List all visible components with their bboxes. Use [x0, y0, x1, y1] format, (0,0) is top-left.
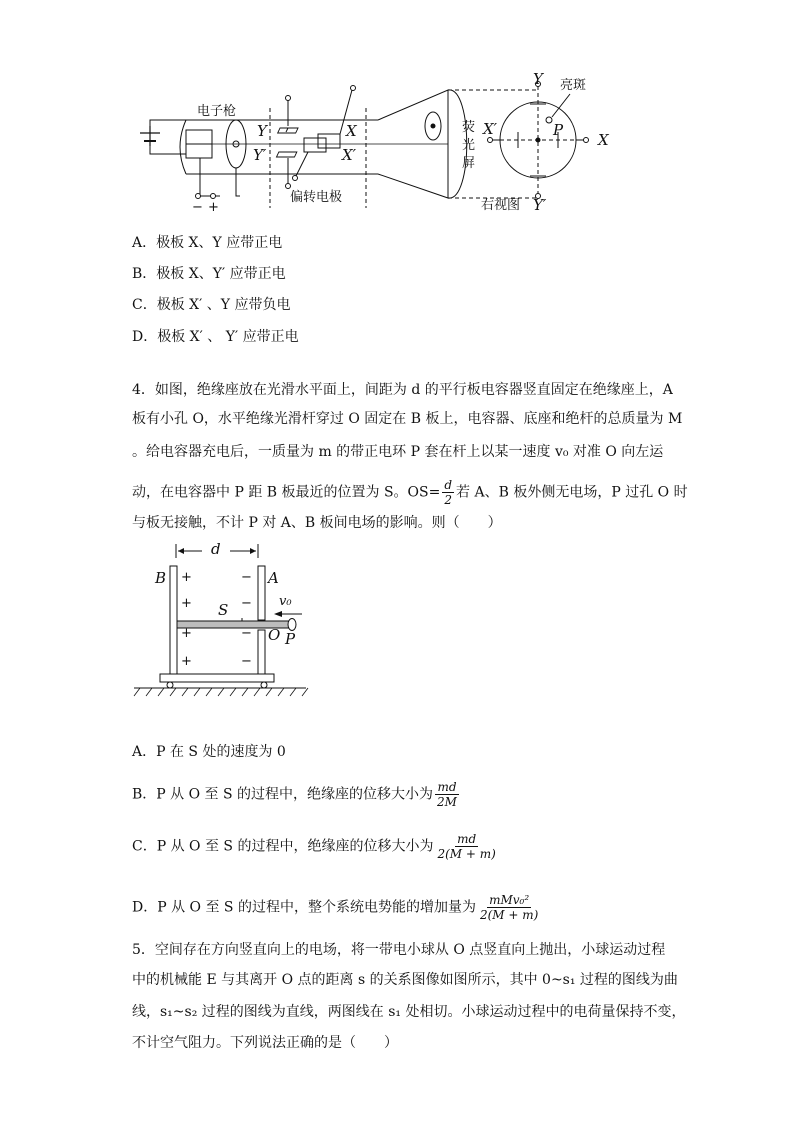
option-d-fraction [478, 893, 540, 922]
option-b-fraction [435, 780, 459, 809]
q3-option-d: D．极板 X′ 、 Y′ 应带正电 [132, 329, 299, 345]
q4-stem-line-5: 与板无接触，不计 P 对 A、B 板间电场的影响。则（ ） [132, 515, 502, 531]
option-b-den: 2M [437, 795, 457, 809]
q3-option-a: A．极板 X、Y 应带正电 [132, 235, 283, 251]
option-c-den: 2(M + m) [437, 847, 496, 861]
oscilloscope-diagram [128, 68, 628, 218]
q4-option-a: A．P 在 S 处的速度为 0 [132, 744, 286, 760]
q4-stem-line-2: 板有小孔 O，水平绝缘光滑杆穿过 O 固定在 B 板上，电容器、底座和绝杆的总质量为 M [132, 411, 683, 427]
os-fraction-den: 2 [444, 493, 453, 507]
plate-b-label: B [155, 569, 167, 587]
spot-p-label: P [553, 121, 564, 139]
q4-stem-line-4 [132, 478, 688, 507]
charge-minus-4: − [241, 654, 252, 669]
plate-x-label: X [346, 122, 357, 140]
right-view-xp-label: X′ [483, 120, 498, 138]
q4-line4-text-a: 动，在电容器中 P 距 B 板最近的位置为 S。OS= [132, 484, 441, 501]
q4-option-b [132, 780, 461, 809]
q5-stem-line-1: 5．空间存在方向竖直向上的电场，将一带电小球从 O 点竖直向上抛出，小球运动过程 [132, 942, 666, 958]
os-fraction-num: d [444, 478, 453, 492]
q4-stem-line-1: 4．如图，绝缘座放在光滑水平面上，间距为 d 的平行板电容器竖直固定在绝缘座上，A [132, 382, 673, 398]
plate-y-label: Y [257, 122, 267, 140]
hole-o-label: O [268, 626, 281, 644]
distance-d-label: d [211, 540, 221, 558]
charge-minus-1: − [241, 570, 252, 585]
option-c-fraction [435, 832, 497, 861]
charge-plus-3: + [181, 626, 192, 641]
bright-spot-label: 亮斑 [560, 78, 587, 93]
plate-a-label: A [268, 569, 279, 587]
velocity-v0-label: v₀ [279, 594, 292, 609]
option-b-num: md [437, 780, 457, 794]
q4-option-d [132, 893, 542, 922]
point-s-label: S [218, 601, 229, 619]
deflection-plates-label: 偏转电极 [290, 190, 343, 205]
q4-option-d-text: D．P 从 O 至 S 的过程中，整个系统电势能的增加量为 [132, 899, 476, 916]
q4-option-c-text: C．P 从 O 至 S 的过程中，绝缘座的位移大小为 [132, 838, 434, 855]
option-d-den: 2(M + m) [479, 908, 539, 922]
q3-option-c: C．极板 X′ 、Y 应带负电 [132, 297, 291, 313]
option-d-num: mMv₀² [489, 893, 530, 907]
q5-stem-line-4: 不计空气阻力。下列说法正确的是（ ） [132, 1035, 398, 1051]
terminal-plus-label: + [208, 200, 219, 215]
capacitor-diagram [130, 540, 320, 700]
right-view-x-label: X [598, 131, 609, 149]
option-c-num: md [457, 832, 477, 846]
plate-xp-label: X′ [342, 146, 357, 164]
q4-stem-line-3: 。给电容器充电后，一质量为 m 的带正电环 P 套在杆上以某一速度 v₀ 对准 O 向左运 [132, 444, 664, 460]
q4-line4-text-b: 若 A、B 板外侧无电场，P 过孔 O 时 [456, 484, 688, 501]
q4-option-c [132, 832, 500, 861]
charge-plus-4: + [181, 654, 192, 669]
q5-stem-line-2: 中的机械能 E 与其离开 O 点的距离 s 的关系图像如图所示，其中 0~s₁ 过程的图线为曲 [132, 972, 678, 988]
right-view-yp-label: Y′ [533, 196, 547, 214]
charge-minus-3: − [241, 626, 252, 641]
q5-stem-line-3: 线，s₁~s₂ 过程的图线为直线，两图线在 s₁ 处相切。小球运动过程中的电荷量保持不变， [132, 1004, 686, 1020]
q3-option-b: B．极板 X、Y′ 应带正电 [132, 266, 286, 282]
electron-gun-label: 电子枪 [197, 104, 237, 119]
right-view-caption: 右视图 [481, 198, 521, 213]
right-view-y-label: Y [533, 70, 543, 88]
charge-plus-2: + [181, 596, 192, 611]
os-fraction [442, 478, 454, 507]
terminal-minus-label: − [192, 200, 203, 215]
charge-plus-1: + [181, 570, 192, 585]
charge-minus-2: − [241, 596, 252, 611]
ring-p-label: P [285, 630, 296, 648]
screen-label-1: 荧 [462, 120, 476, 135]
screen-label-3: 屏 [462, 156, 476, 171]
screen-label-2: 光 [462, 138, 476, 153]
plate-yp-label: Y′ [253, 146, 267, 164]
q4-option-b-text: B．P 从 O 至 S 的过程中，绝缘座的位移大小为 [132, 786, 434, 803]
